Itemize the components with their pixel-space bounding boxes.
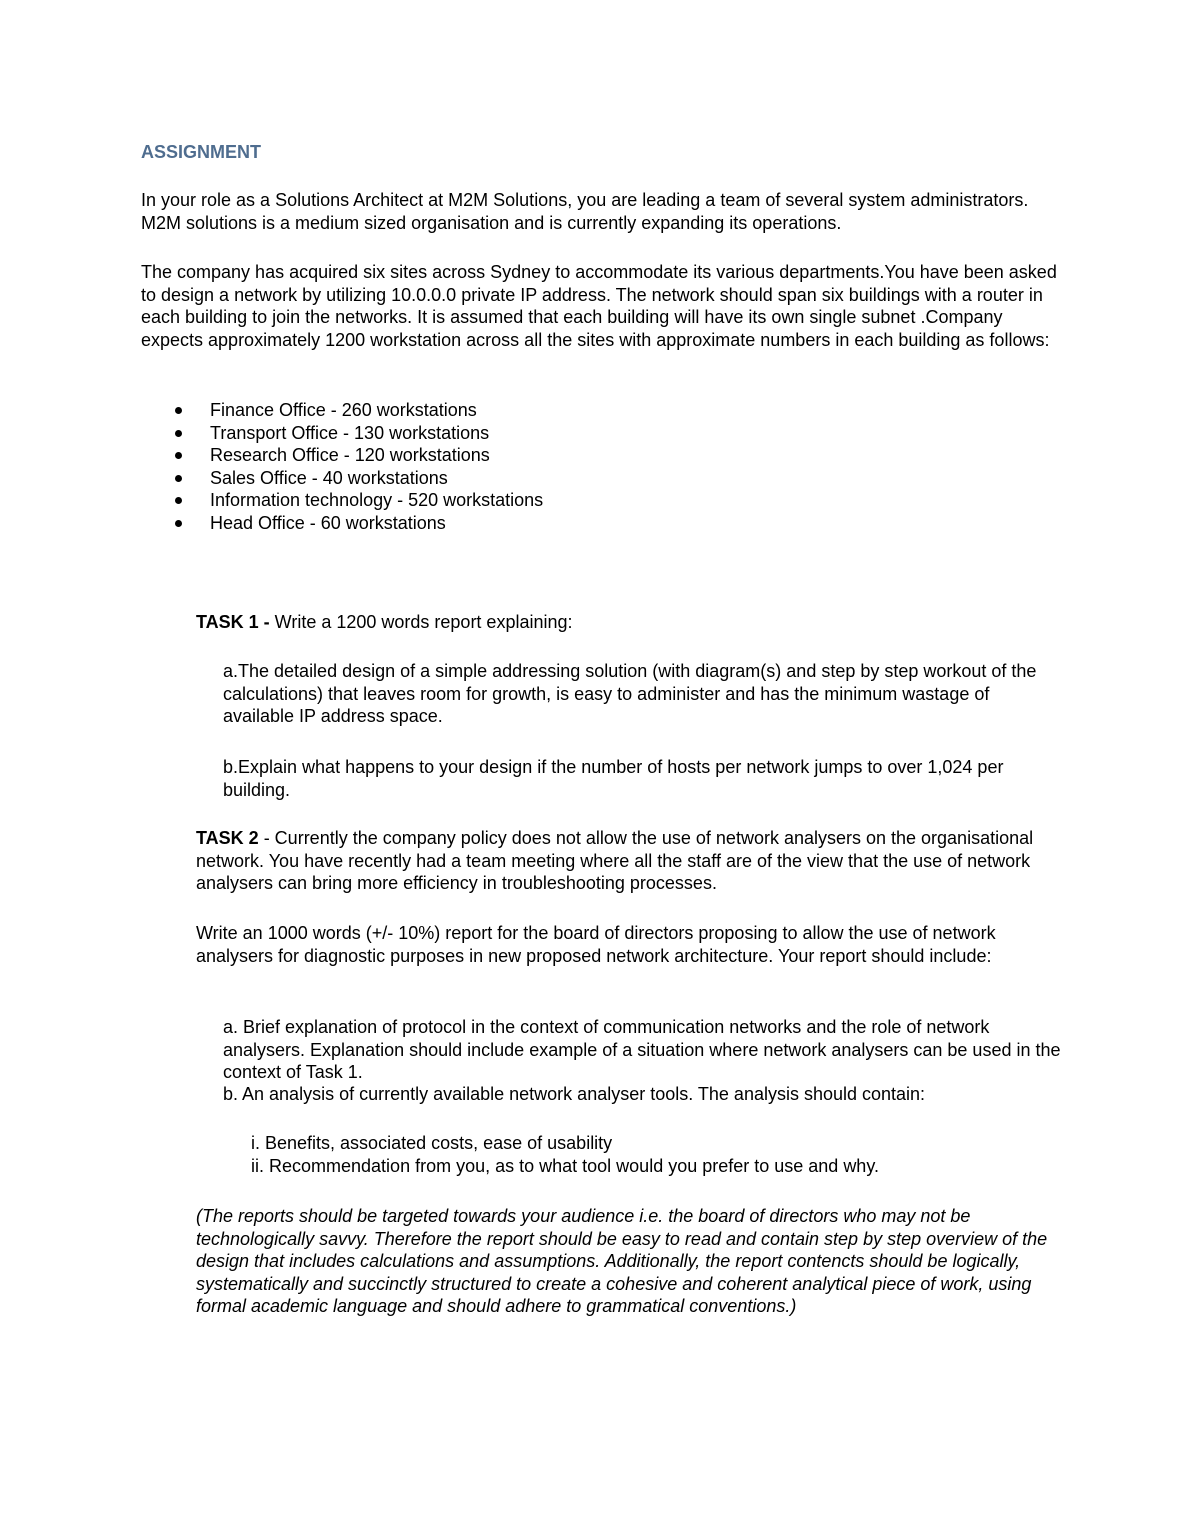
task1-label: TASK 1 - <box>196 612 270 632</box>
building-list <box>141 399 543 535</box>
building-label: Finance Office - 260 workstations <box>210 400 477 420</box>
building-label: Head Office - 60 workstations <box>210 512 446 533</box>
task1-item-b: b.Explain what happens to your design if the number of hosts per network jumps to over 1,024 per building. <box>223 757 1004 800</box>
building-label: Information technology - 520 workstations <box>210 490 544 511</box>
task2-intro-text: - Currently the company policy does not allow the use of network analysers on the organisational network. You have recently had a team meeting where all the staff are of the view that the use of network analysers can bring more efficiency in troubleshooting processes. <box>196 828 1034 893</box>
building-label: Transport Office - 130 workstations <box>210 422 490 443</box>
task1-intro <box>196 611 1096 634</box>
task1-intro-text: Write a 1200 words report explaining: <box>269 612 573 632</box>
bullet-icon <box>175 520 182 527</box>
bullet-icon <box>175 407 182 414</box>
list-item <box>141 444 543 467</box>
building-label: Sales Office - 40 workstations <box>210 467 448 488</box>
task2-intro <box>196 827 1046 895</box>
bullet-icon <box>175 452 182 459</box>
list-item <box>141 399 543 422</box>
building-label: Research Office - 120 workstations <box>210 445 490 466</box>
task2-item-b: b. An analysis of currently available network analyser tools. The analysis should contain: <box>223 1084 926 1104</box>
bullet-icon <box>175 497 182 504</box>
intro-paragraph-1: In your role as a Solutions Architect at M2M Solutions, you are leading a team of several system administrators. M2M solutions is a medium sized organisation and is currently expanding its operations. <box>141 190 1029 233</box>
task2-sub-item-i: i. Benefits, associated costs, ease of usability <box>251 1133 613 1153</box>
bullet-icon <box>175 475 182 482</box>
list-item <box>141 489 543 512</box>
task2-item-a: a. Brief explanation of protocol in the context of communication networks and the role of network analysers. Explanation should include example of a situation where network analysers can be used in the context of Task 1. <box>223 1017 1061 1082</box>
closing-note: (The reports should be targeted towards your audience i.e. the board of directors who may not be technologically savvy. Therefore the report should be easy to read and contain step by step overview of the design that includes calculations and assumptions. Additionally, the report contencts should be logically, systematically and succinctly structured to create a cohesive and coherent analytical piece of work, using formal academic language and should adhere to grammatical conventions.) <box>196 1206 1048 1316</box>
bullet-icon <box>175 430 182 437</box>
task2-sub-item-ii: ii. Recommendation from you, as to what tool would you prefer to use and why. <box>251 1156 879 1176</box>
list-item <box>141 467 543 490</box>
assignment-heading: ASSIGNMENT <box>141 142 262 162</box>
task2-label: TASK 2 <box>196 828 259 848</box>
intro-paragraph-2: The company has acquired six sites across Sydney to accommodate its various departments.You have been asked to design a network by utilizing 10.0.0.0 private IP address. The network should span six buildings with a router in each building to join the networks. It is assumed that each building will have its own single subnet .Company expects approximately 1200 workstation across all the sites with approximate numbers in each building as follows: <box>141 262 1057 350</box>
list-item <box>141 512 543 535</box>
task1-item-a: a.The detailed design of a simple addressing solution (with diagram(s) and step by step workout of the calculations) that leaves room for growth, is easy to administer and has the minimum wastage of available IP address space. <box>223 661 1037 726</box>
list-item <box>141 422 543 445</box>
task2-report-brief: Write an 1000 words (+/- 10%) report for the board of directors proposing to allow the use of network analysers for diagnostic purposes in new proposed network architecture. Your report should include: <box>196 923 996 966</box>
